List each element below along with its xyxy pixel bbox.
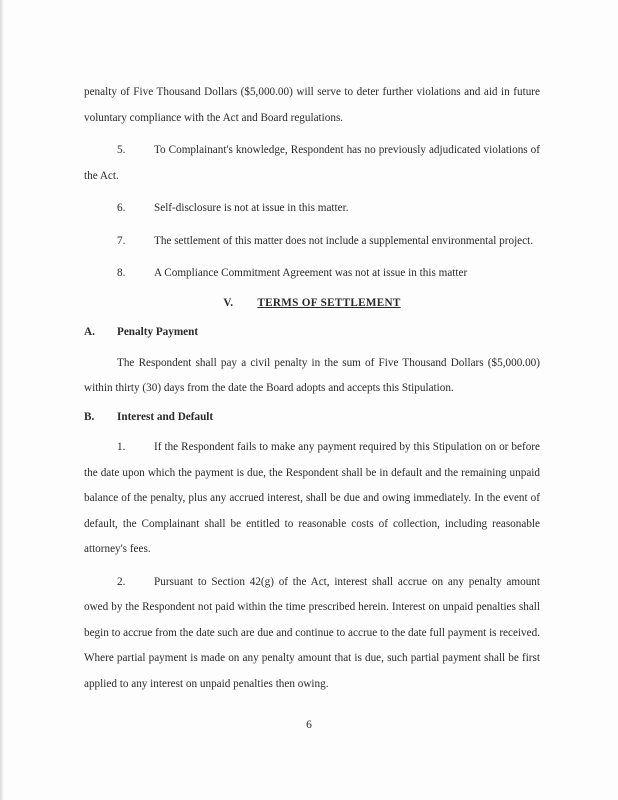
section-title: TERMS OF SETTLEMENT <box>257 296 401 309</box>
subsection-b-item-2-text: Pursuant to Section 42(g) of the Act, interest shall accrue on any penalty amount owed by the Respondent not paid within the time prescribed herein. Interest on unpaid penalties shall begin to accrue from the date such are due and continue to accrue to the date full payment is received. Where partial payment is made on any penalty amount that is due, such partial payment shall be first applied to any interest on unpaid penalties then owing. <box>84 575 541 690</box>
item-5-text: To Complainant's knowledge, Respondent has no previously adjudicated violations of the Act. <box>84 144 540 182</box>
subsection-b-item-1 <box>84 435 540 563</box>
item-7-number: 7. <box>117 234 126 247</box>
item-7 <box>84 229 540 255</box>
document-body <box>84 80 540 697</box>
subsection-b-item-2 <box>84 570 540 698</box>
subsection-b-letter: B. <box>84 410 95 423</box>
subsection-b-heading <box>84 405 540 431</box>
item-6-number: 6. <box>117 202 126 214</box>
item-8-text: A Compliance Commitment Agreement was not at issue in this matter <box>154 267 468 279</box>
section-heading <box>84 291 540 317</box>
subsection-a-letter: A. <box>84 326 95 338</box>
item-5-number: 5. <box>117 144 126 156</box>
page-number: 6 <box>306 719 312 731</box>
item-5 <box>84 138 540 189</box>
continued-paragraph: penalty of Five Thousand Dollars ($5,000.00) will serve to deter further violations and aid in future voluntary compliance with the Act and Board regulations. <box>84 86 540 124</box>
item-6 <box>84 196 540 222</box>
item-8 <box>84 261 540 287</box>
item-6-text: Self-disclosure is not at issue in this matter. <box>154 202 349 214</box>
subsection-a-heading <box>84 320 540 346</box>
subsection-b-item-1-text: If the Respondent fails to make any payment required by this Stipulation on or before the date upon which the payment is due, the Respondent shall be in default and the remaining unpaid balance of the penalty, plus any accrued interest, shall be due and owing immediately. In the event of default, the Complainant shall be entitled to reasonable costs of collection, including reasonable attorney's fees. <box>84 441 540 555</box>
section-roman-numeral: V. <box>223 296 234 309</box>
subsection-b-title: Interest and Default <box>117 410 214 423</box>
page-edge-shadow <box>0 0 4 800</box>
subsection-a-text: The Respondent shall pay a civil penalty in the sum of Five Thousand Dollars ($5,000.00) within thirty (30) days from the date the Board adopts and accepts this Stipulation. <box>84 356 540 394</box>
subsection-b-item-1-number: 1. <box>117 441 126 453</box>
subsection-b-item-2-number: 2. <box>117 575 126 588</box>
item-8-number: 8. <box>117 267 126 279</box>
subsection-a-title: Penalty Payment <box>117 326 199 338</box>
item-7-text: The settlement of this matter does not include a supplemental environmental project. <box>154 234 534 247</box>
